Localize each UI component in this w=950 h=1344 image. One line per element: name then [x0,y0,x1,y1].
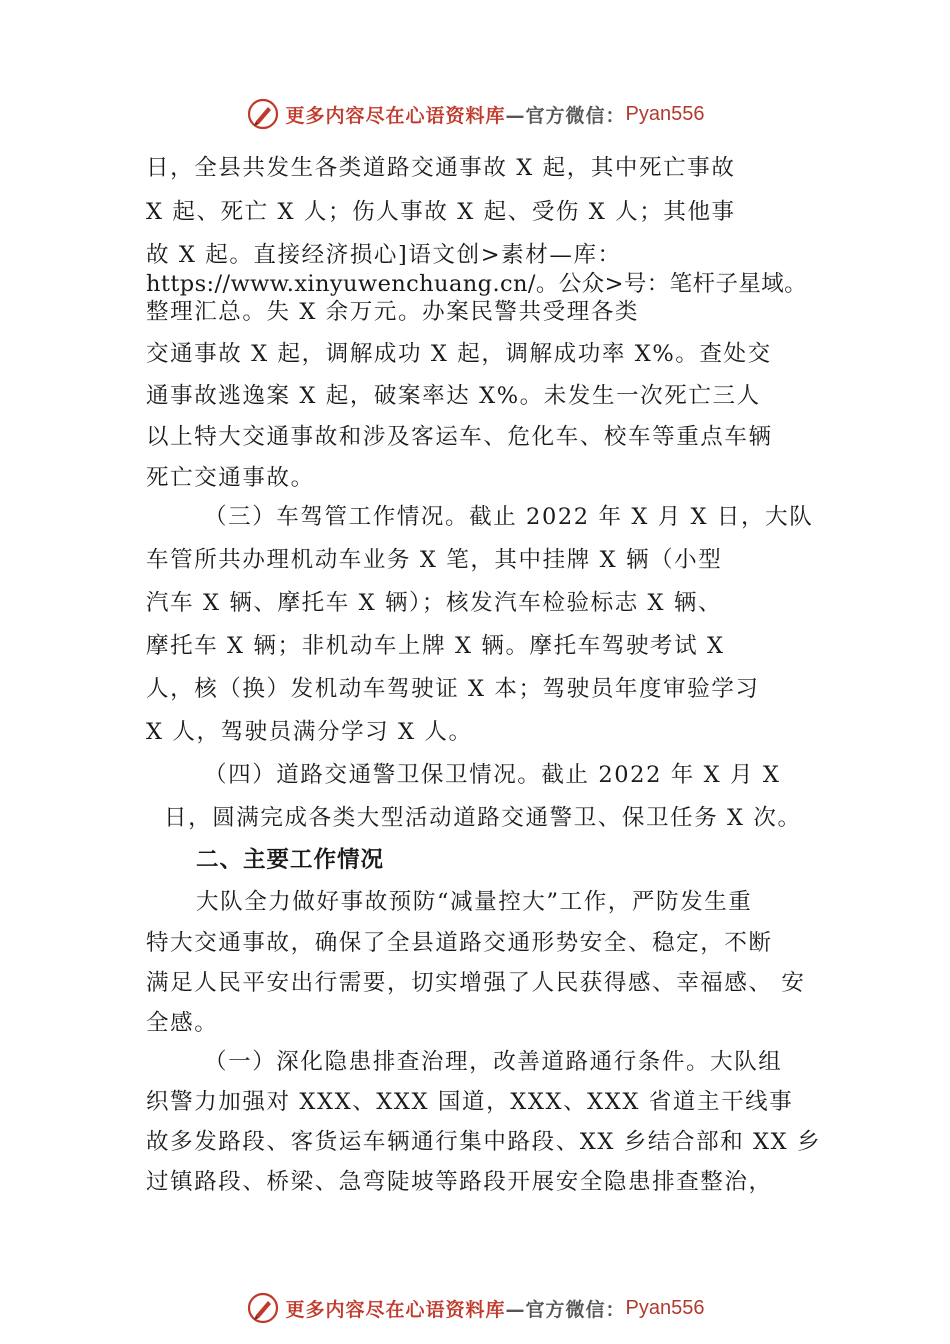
section-heading: 二、主要工作情况 [196,847,385,873]
body-line: 整理汇总。失 X 余万元。办案民警共受理各类 [146,299,640,325]
body-line: 汽车 X 辆、摩托车 X 辆）；核发汽车检验标志 X 辆、 [146,590,723,616]
body-line: （四）道路交通警卫保卫情况。截止 2022 年 X 月 X [204,762,781,788]
body-line: 故多发路段、客货运车辆通行集中路段、XX 乡结合部和 XX 乡 [146,1129,822,1155]
pen-logo-icon [246,1291,280,1325]
body-line: 大队全力做好事故预防“减量控大”工作，严防发生重 [196,889,753,915]
body-line: 特大交通事故，确保了全县道路交通形势安全、稳定，不断 [146,930,773,956]
body-line: 织警力加强对 XXX、XXX 国道，XXX、XXX 省道主干线事 [146,1089,794,1115]
pen-logo-icon [246,97,280,131]
banner-wechat-id: Pyan556 [625,102,705,125]
body-line: 人，核（换）发机动车驾驶证 X 本；驾驶员年度审验学习 [146,676,760,702]
body-line: 交通事故 X 起，调解成功 X 起，调解成功率 X%。查处交 [146,341,772,367]
body-line: （一）深化隐患排查治理，改善道路通行条件。大队组 [204,1049,783,1075]
banner-site-text: 更多内容尽在心语资料库 [285,1298,506,1321]
body-line: （三）车驾管工作情况。截止 2022 年 X 月 X 日，大队 [204,504,814,530]
body-line: X 起、死亡 X 人；伤人事故 X 起、受伤 X 人；其他事 [146,199,736,225]
body-line: 车管所共办理机动车业务 X 笔，其中挂牌 X 辆（小型 [146,547,723,573]
body-line: 日，圆满完成各类大型活动道路交通警卫、保卫任务 X 次。 [164,805,802,831]
banner-wechat-id: Pyan556 [625,1296,705,1319]
body-line: 过镇路段、桥梁、急弯陡坡等路段开展安全隐患排查整治， [146,1169,773,1195]
footer-banner [0,1288,950,1328]
body-line: 通事故逃逸案 X 起，破案率达 X%。未发生一次死亡三人 [146,383,761,409]
body-line: 满足人民平安出行需要，切实增强了人民获得感、幸福感、 安 [146,970,806,996]
header-banner [0,94,950,134]
body-line: 故 X 起。直接经济损心]语文创>素材—库： [146,242,622,268]
body-line: 日，全县共发生各类道路交通事故 X 起，其中死亡事故 [146,155,736,181]
body-line: 以上特大交通事故和涉及客运车、危化车、校车等重点车辆 [146,424,773,450]
body-line: X 人，驾驶员满分学习 X 人。 [146,719,473,745]
banner-official-text: —官方微信： [505,1298,626,1321]
body-line: 死亡交通事故。 [146,465,315,491]
body-line: 全感。 [146,1010,219,1036]
banner-site-text: 更多内容尽在心语资料库 [285,104,506,127]
body-line: https://www.xinyuwenchuang.cn/。公众>号：笔杆子星域。 [146,271,808,297]
banner-official-text: —官方微信： [505,104,626,127]
body-line: 摩托车 X 辆；非机动车上牌 X 辆。摩托车驾驶考试 X [146,633,725,659]
